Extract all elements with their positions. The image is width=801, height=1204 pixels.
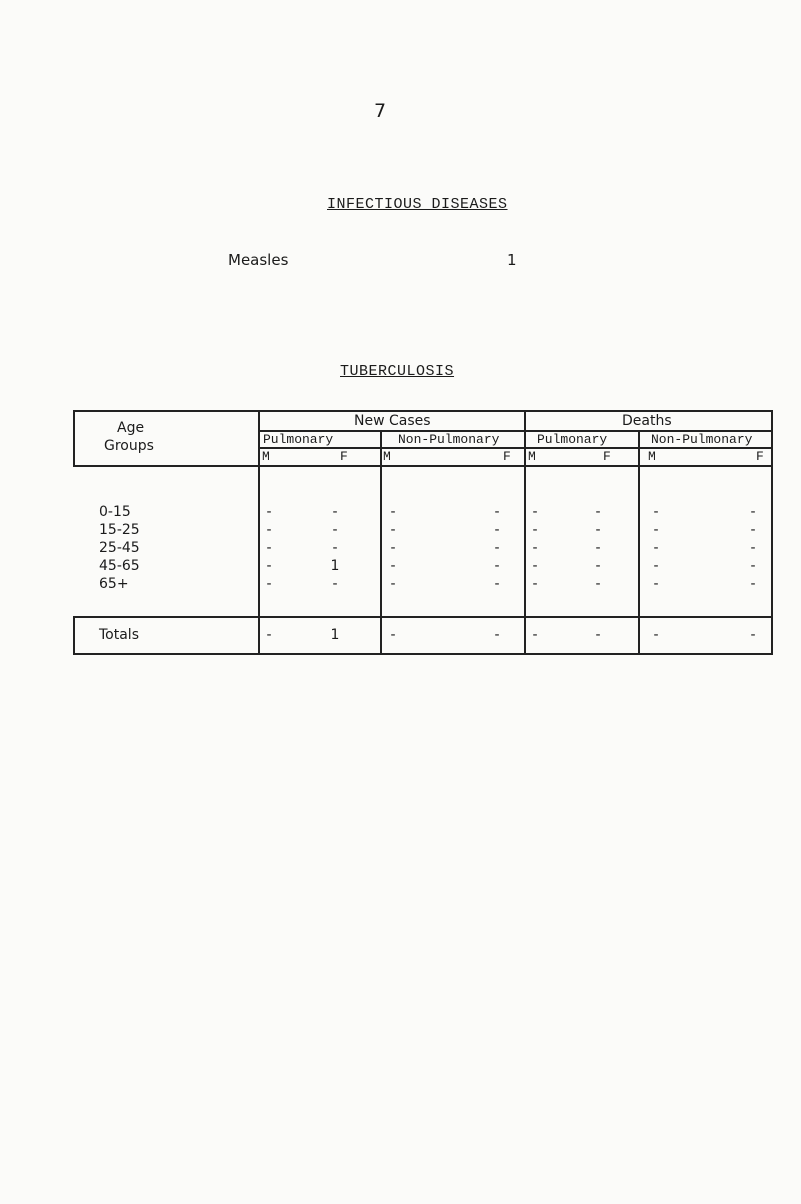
cell-65plus-deaths-pulm-m: - [532,576,538,592]
measles-count: 1 [507,251,517,269]
new-pulm-f-header: F [340,449,348,464]
cell-15-25-new-pulm-f: - [332,522,338,538]
header-rule-2 [258,447,773,449]
deaths-pulmonary-header: Pulmonary [537,432,608,447]
cell-45-65-deaths-pulm-f: - [595,558,601,574]
deaths-pulm-f-header: F [603,449,611,464]
cell-45-65-deaths-nonpulm-f: - [750,558,756,574]
cell-0-15-new-pulm-f: - [332,504,338,520]
new-cases-pulmonary-header: Pulmonary [263,432,334,447]
cell-45-65-deaths-nonpulm-m: - [653,558,659,574]
cell-25-45-deaths-pulm-f: - [595,540,601,556]
age-label: 65+ [99,576,129,592]
cell-25-45-deaths-pulm-m: - [532,540,538,556]
total-new-nonpulm-m: - [390,627,396,643]
age-label: 15-25 [99,522,140,538]
col-rule-deaths-pulm [638,430,640,654]
cell-25-45-new-pulm-m: - [266,540,272,556]
age-header-line2: Groups [104,438,154,454]
col-rule-new-pulm [380,430,382,654]
deaths-non-pulmonary-header: Non-Pulmonary [651,432,753,447]
cell-25-45-deaths-nonpulm-m: - [653,540,659,556]
total-new-pulm-f: 1 [330,627,340,643]
cell-0-15-new-pulm-m: - [266,504,272,520]
new-nonpulm-f-header: F [503,449,511,464]
measles-label: Measles [228,251,289,269]
cell-45-65-new-nonpulm-m: - [390,558,396,574]
cell-0-15-new-nonpulm-m: - [390,504,396,520]
deaths-nonpulm-m-header: M [648,449,656,464]
age-label: 45-65 [99,558,140,574]
section-title-infectious-diseases: INFECTIOUS DISEASES [327,196,508,213]
cell-15-25-deaths-pulm-f: - [595,522,601,538]
cell-65plus-deaths-nonpulm-m: - [653,576,659,592]
cell-45-65-new-pulm-f: 1 [330,558,340,574]
total-deaths-nonpulm-m: - [653,627,659,643]
cell-45-65-deaths-pulm-m: - [532,558,538,574]
cell-15-25-new-pulm-m: - [266,522,272,538]
cell-65plus-new-nonpulm-m: - [390,576,396,592]
total-new-pulm-m: - [266,627,272,643]
table-bottom-rule [73,653,773,655]
deaths-nonpulm-f-header: F [756,449,764,464]
total-deaths-nonpulm-f: - [750,627,756,643]
cell-65plus-new-pulm-f: - [332,576,338,592]
cell-25-45-new-nonpulm-f: - [494,540,500,556]
total-deaths-pulm-m: - [532,627,538,643]
deaths-pulm-m-header: M [528,449,536,464]
left-rule-header [73,410,75,465]
cell-25-45-new-nonpulm-m: - [390,540,396,556]
cell-15-25-new-nonpulm-m: - [390,522,396,538]
cell-25-45-new-pulm-f: - [332,540,338,556]
cell-0-15-deaths-nonpulm-f: - [750,504,756,520]
new-nonpulm-m-header: M [383,449,391,464]
cell-0-15-deaths-pulm-f: - [595,504,601,520]
age-label: 25-45 [99,540,140,556]
cell-25-45-deaths-nonpulm-f: - [750,540,756,556]
deaths-header: Deaths [622,413,672,429]
left-rule-totals [73,616,75,653]
section-title-tuberculosis: TUBERCULOSIS [340,363,455,380]
total-new-nonpulm-f: - [494,627,500,643]
tuberculosis-table [73,410,773,654]
cell-0-15-deaths-nonpulm-m: - [653,504,659,520]
header-bottom-rule [73,465,773,467]
cell-45-65-new-nonpulm-f: - [494,558,500,574]
totals-label: Totals [99,627,139,643]
totals-top-rule [73,616,773,618]
cell-15-25-deaths-nonpulm-m: - [653,522,659,538]
cell-65plus-new-nonpulm-f: - [494,576,500,592]
new-pulm-m-header: M [262,449,270,464]
cell-0-15-new-nonpulm-f: - [494,504,500,520]
age-header-line1: Age [117,420,145,436]
cell-15-25-deaths-pulm-m: - [532,522,538,538]
cell-45-65-new-pulm-m: - [266,558,272,574]
page-number: 7 [374,100,387,122]
new-cases-header: New Cases [354,413,431,429]
cell-15-25-new-nonpulm-f: - [494,522,500,538]
table-top-rule [73,410,773,412]
age-label: 0-15 [99,504,131,520]
cell-65plus-deaths-nonpulm-f: - [750,576,756,592]
cell-65plus-new-pulm-m: - [266,576,272,592]
cell-65plus-deaths-pulm-f: - [595,576,601,592]
cell-0-15-deaths-pulm-m: - [532,504,538,520]
new-cases-non-pulmonary-header: Non-Pulmonary [398,432,500,447]
right-rule [771,410,773,654]
cell-15-25-deaths-nonpulm-f: - [750,522,756,538]
total-deaths-pulm-f: - [595,627,601,643]
